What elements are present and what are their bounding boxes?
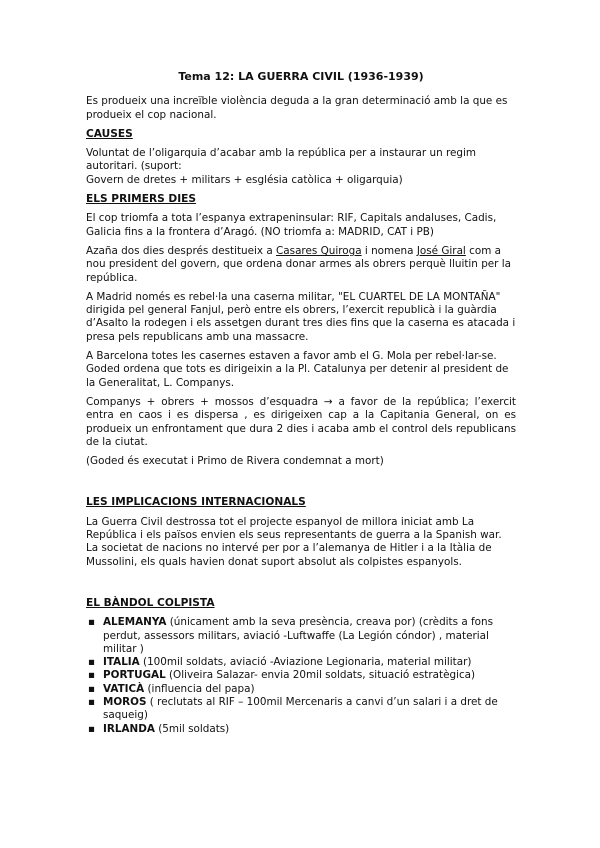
country-detail: ( reclutats al RIF – 100mil Mercenaris a canvi d’un salari i a dret de saqueig) xyxy=(103,695,498,722)
country-name: VATICÀ xyxy=(103,682,145,695)
bullet-icon: ▪ xyxy=(88,616,96,629)
country-detail: (únicament amb la seva presència, creava por) (crèdits a fons perdut, assessors militars, aviació -Luftwaffe (La Legión cóndor) , material militar ) xyxy=(103,616,494,655)
p2-text-b: i nomena xyxy=(361,244,417,257)
list-item xyxy=(86,696,516,723)
country-detail: (influencia del papa) xyxy=(144,682,255,695)
list-item xyxy=(86,723,516,736)
country-name: ITALIA xyxy=(103,656,140,669)
bullet-icon: ▪ xyxy=(88,656,96,669)
country-detail: (5mil soldats) xyxy=(154,722,230,735)
bandol-list xyxy=(86,616,516,736)
primers-paragraph-1: El cop triomfa a tota l’espanya extrapeninsular: RIF, Capitals andaluses, Cadis, Galicia fins a la frontera d’Aragó. (NO triomfa a: MADRID, CAT i PB) xyxy=(86,212,497,238)
country-name: IRLANDA xyxy=(103,722,155,735)
causes-line-1: Voluntat de l’oligarquia d’acabar amb la república per a instaurar un regim autoritari. (suport: xyxy=(86,147,477,173)
bullet-icon: ▪ xyxy=(88,722,96,735)
country-detail: (100mil soldats, aviació -Aviazione Legionaria, material militar) xyxy=(139,656,472,669)
p2-text-c: com a nou president del govern, que ordena donar armes als obrers perquè lluitin per la república. xyxy=(86,244,512,284)
country-name: PORTUGAL xyxy=(103,669,166,682)
primers-paragraph-5: Companys + obrers + mossos d’esquadra → a favor de la república; l’exercit entra en caos i es dispersa , es dirigeixen cap a la Capitania General, on es produeix un enfrontament que dura 2 dies i acaba amb el control dels republicans de la ciutat. xyxy=(86,395,516,448)
primers-paragraph-6: (Goded és executat i Primo de Rivera condemnat a mort) xyxy=(86,455,384,468)
list-item xyxy=(86,683,516,696)
casares-quiroga-name: Casares Quiroga xyxy=(276,244,362,257)
list-item xyxy=(86,616,516,656)
document-page xyxy=(86,70,516,736)
causes-heading: CAUSES xyxy=(86,127,133,140)
country-name: ALEMANYA xyxy=(103,616,167,629)
page-title: Tema 12: LA GUERRA CIVIL (1936-1939) xyxy=(178,70,424,83)
bullet-icon: ▪ xyxy=(88,669,96,682)
primers-paragraph-4: A Barcelona totes les casernes estaven a favor amb el G. Mola per rebel·lar-se. Goded ordena que tots es dirigeixin a la Pl. Catalunya per detenir al president de la Generalitat, L. Companys. xyxy=(86,350,509,389)
primers-paragraph-2 xyxy=(86,245,516,285)
list-item xyxy=(86,656,516,669)
intro-paragraph: Es produeix una increïble violència deguda a la gran determinació amb la que es produeix el cop nacional. xyxy=(86,95,508,121)
bullet-icon: ▪ xyxy=(88,695,96,708)
jose-giral-name: José Giral xyxy=(416,244,466,257)
causes-line-2: Govern de dretes + militars + església catòlica + oligarquia) xyxy=(86,173,403,186)
primers-dies-heading: ELS PRIMERS DIES xyxy=(86,193,197,206)
causes-paragraph xyxy=(86,147,516,187)
p2-text-a: Azaña dos dies després destitueix a xyxy=(86,244,277,257)
country-name: MOROS xyxy=(103,695,147,708)
implicacions-paragraph: La Guerra Civil destrossa tot el projecte espanyol de millora iniciat amb La República i els països envien els seus representants de guerra a la Spanish war. La societat de nacions no intervé per por a l’alemanya de Hitler i a la Itàlia de Mussolini, els quals havien donat suport absolut als colpistes espanyols. xyxy=(86,515,502,568)
primers-paragraph-3: A Madrid només es rebel·la una caserna militar, "EL CUARTEL DE LA MONTAÑA" dirigida pel general Fanjul, però entre els obrers, l’exercit republicà i la guàrdia d’Asalto la rodegen i els assetgen durant tres dies fins que la caserna es atacada i presa pels republicans amb una massacre. xyxy=(86,290,516,343)
bandol-colpista-heading: EL BÀNDOL COLPISTA xyxy=(86,596,215,609)
country-detail: (Oliveira Salazar- envia 20mil soldats, situació estratègica) xyxy=(165,669,476,682)
bullet-icon: ▪ xyxy=(88,682,96,695)
list-item xyxy=(86,669,516,682)
implicacions-heading: LES IMPLICACIONS INTERNACIONALS xyxy=(86,496,306,509)
